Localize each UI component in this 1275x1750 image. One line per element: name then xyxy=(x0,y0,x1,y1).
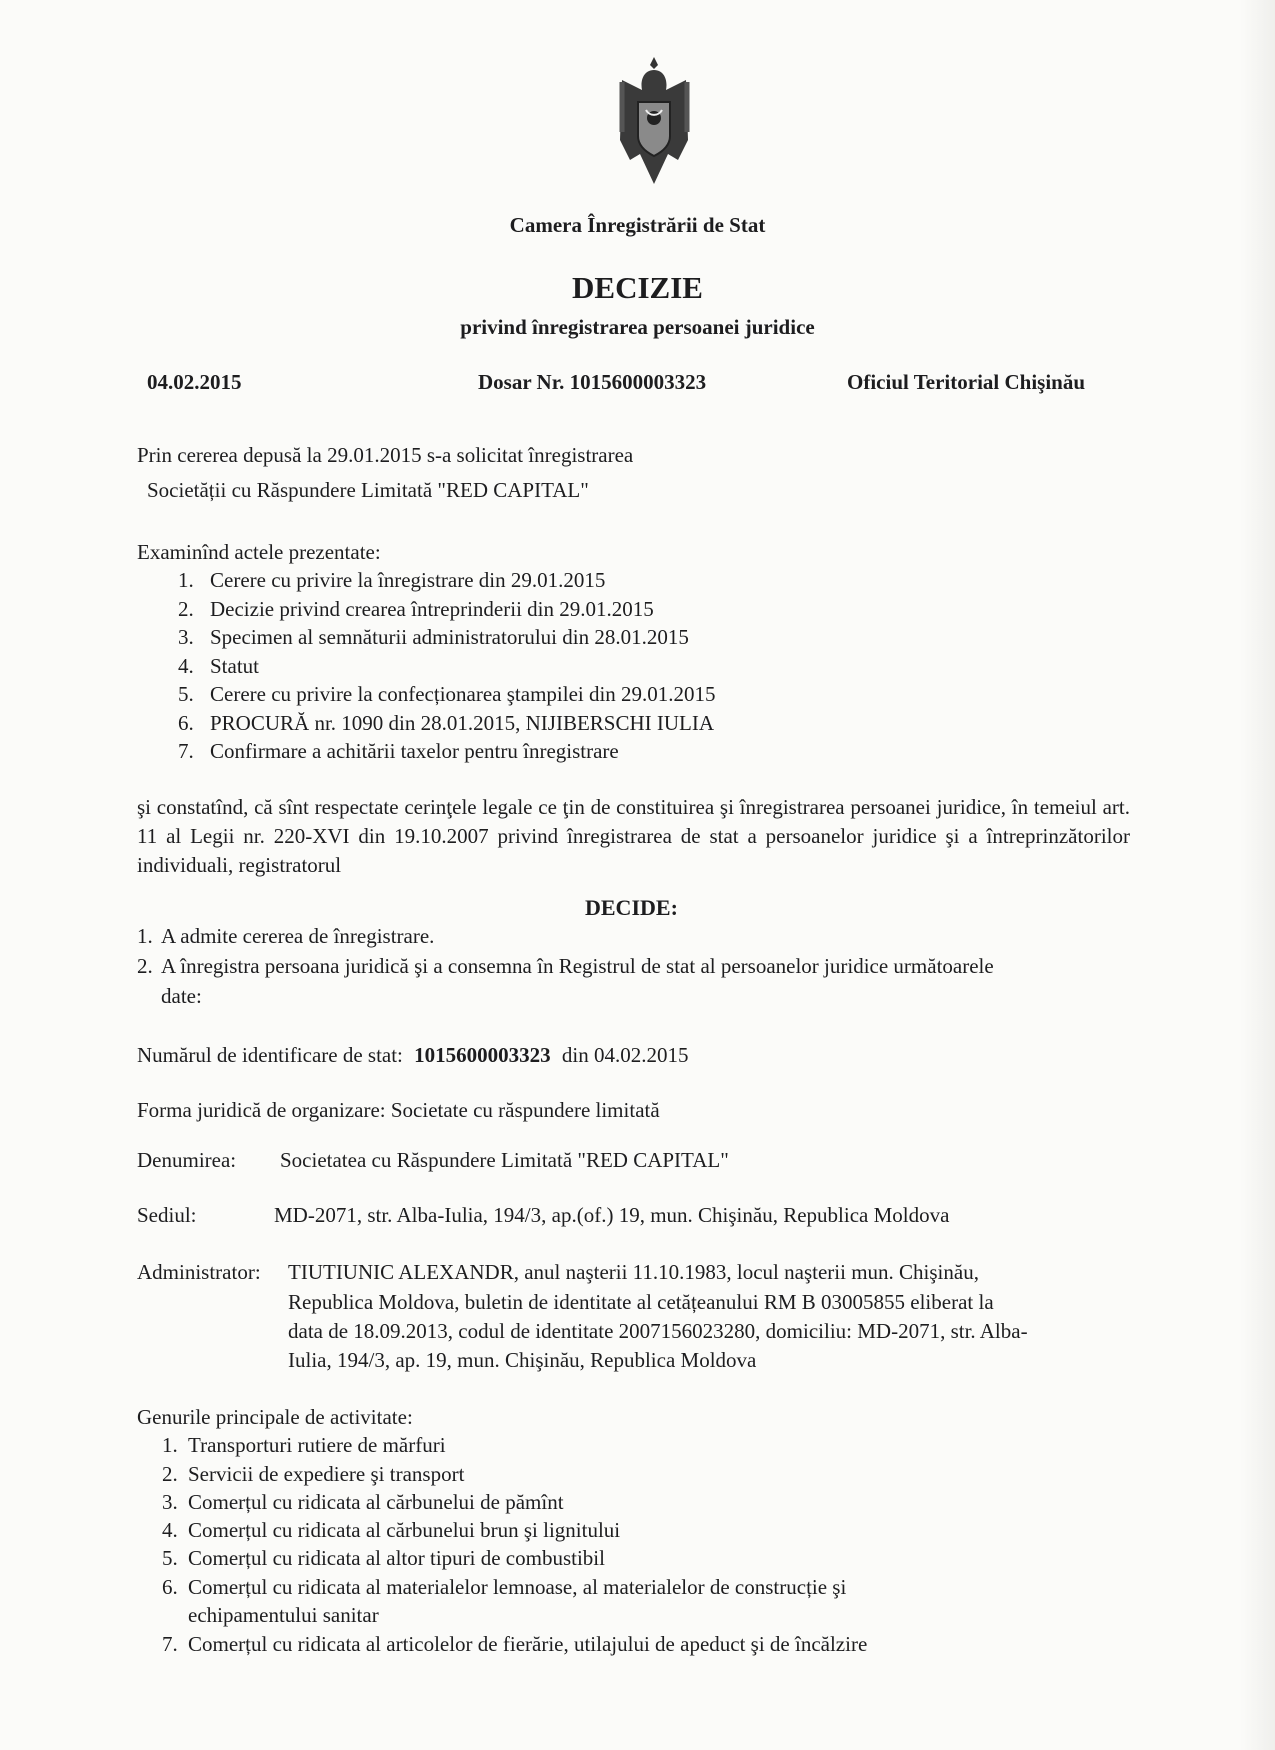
name-label: Denumirea: xyxy=(137,1148,237,1172)
document-title: DECIZIE xyxy=(572,270,703,305)
item-number: 1. xyxy=(178,568,194,592)
admin-label: Administrator: xyxy=(137,1260,261,1284)
list-item xyxy=(178,737,619,765)
item-number: 1. xyxy=(137,924,153,948)
request-line-2: Societății cu Răspundere Limitată "RED CAPITAL" xyxy=(147,478,589,502)
item-number: 5. xyxy=(178,682,194,706)
form-row xyxy=(137,1096,660,1124)
decide-item xyxy=(137,952,994,980)
item-number: 7. xyxy=(178,739,194,763)
list-item xyxy=(178,595,654,623)
scan-edge xyxy=(1240,0,1275,1750)
list-item xyxy=(162,1630,867,1658)
name-value: Societatea cu Răspundere Limitată "RED CAPITAL" xyxy=(280,1148,729,1172)
item-number: 6. xyxy=(178,710,194,735)
item-text: Comerțul cu ridicata al cărbunelui brun şi lignitului xyxy=(188,1518,621,1542)
item-number: 3. xyxy=(178,625,194,649)
list-item xyxy=(178,680,716,708)
decide-item xyxy=(137,922,434,950)
item-text: Confirmare a achitării taxelor pentru înregistrare xyxy=(210,739,619,763)
list-item xyxy=(162,1544,605,1572)
territorial-office: Oficiul Teritorial Chişinău xyxy=(847,370,1086,394)
item-text: Servicii de expediere şi transport xyxy=(188,1461,465,1486)
list-item xyxy=(162,1431,446,1459)
finding-paragraph: şi constatînd, că sînt respectate cerinţele legale ce ţin de constituirea şi înregistrarea persoanei juridice, în temeiul art. 11 al Legii nr. 220-XVI din 19.10.2007 privind înregistrarea de stat a persoanelor juridice şi a întreprinzătorilor individuali, registratorul xyxy=(137,795,1130,877)
activities-heading: Genurile principale de activitate: xyxy=(137,1405,413,1429)
seat-label: Sediul: xyxy=(137,1203,197,1227)
form-value: Societate cu răspundere limitată xyxy=(390,1098,660,1122)
item-text: PROCURĂ nr. 1090 din 28.01.2015, NIJIBERSCHI IULIA xyxy=(210,710,715,735)
item-text: Comerțul cu ridicata al altor tipuri de combustibil xyxy=(188,1546,605,1570)
documents-heading: Examinînd actele prezentate: xyxy=(137,540,381,564)
item-text: A admite cererea de înregistrare. xyxy=(161,924,435,948)
idno-date: din 04.02.2015 xyxy=(561,1043,689,1067)
list-item xyxy=(162,1488,564,1516)
item-text: Transporturi rutiere de mărfuri xyxy=(188,1433,446,1457)
item-text: Specimen al semnăturii administratorului din 28.01.2015 xyxy=(210,625,689,649)
document-subtitle: privind înregistrarea persoanei juridice xyxy=(460,315,815,339)
dossier-number: Dosar Nr. 1015600003323 xyxy=(478,370,707,394)
item-number: 2. xyxy=(162,1461,178,1486)
item-text: A înregistra persoana juridică şi a consemna în Registrul de stat al persoanelor juridice următoarele xyxy=(161,954,994,978)
item-number: 1. xyxy=(162,1433,178,1457)
admin-line: Republica Moldova, buletin de identitate al cetățeanului RM B 03005855 eliberat la xyxy=(288,1290,994,1314)
list-item xyxy=(162,1460,464,1488)
decide-heading: DECIDE: xyxy=(585,895,678,920)
request-line-1: Prin cererea depusă la 29.01.2015 s-a solicitat înregistrarea xyxy=(137,443,634,467)
item-text: Decizie privind crearea întreprinderii din 29.01.2015 xyxy=(210,596,654,621)
idno-label: Numărul de identificare de stat: xyxy=(137,1043,403,1067)
item-text: Comerțul cu ridicata al materialelor lemnoase, al materialelor de construcție şi xyxy=(188,1575,847,1599)
form-label: Forma juridică de organizare: xyxy=(137,1098,386,1122)
admin-line: Iulia, 194/3, ap. 19, mun. Chişinău, Republica Moldova xyxy=(288,1348,757,1372)
decide-item-continuation: date: xyxy=(161,984,202,1008)
item-text: Comerțul cu ridicata al cărbunelui de pămînt xyxy=(188,1490,564,1514)
item-number: 2. xyxy=(178,596,194,621)
admin-line: TIUTIUNIC ALEXANDR, anul naşterii 11.10.1983, locul naşterii mun. Chişinău, xyxy=(288,1260,979,1284)
list-item-continuation: echipamentului sanitar xyxy=(188,1603,379,1627)
list-item xyxy=(178,566,605,594)
item-number: 4. xyxy=(178,653,194,678)
item-number: 5. xyxy=(162,1546,178,1570)
list-item xyxy=(178,709,714,737)
list-item xyxy=(162,1516,620,1544)
item-text: Cerere cu privire la înregistrare din 29.01.2015 xyxy=(210,568,606,592)
idno-value: 1015600003323 xyxy=(414,1043,551,1067)
idno-row xyxy=(137,1041,689,1069)
item-number: 2. xyxy=(137,954,153,978)
admin-line: data de 18.09.2013, codul de identitate 2007156023280, domiciliu: MD-2071, str. Alba- xyxy=(288,1319,1028,1343)
item-number: 6. xyxy=(162,1575,178,1599)
seat-value: MD-2071, str. Alba-Iulia, 194/3, ap.(of.) 19, mun. Chişinău, Republica Moldova xyxy=(274,1203,950,1227)
item-text: Comerțul cu ridicata al articolelor de fierărie, utilajului de apeduct şi de încălzire xyxy=(188,1632,868,1656)
item-text: Statut xyxy=(210,653,260,678)
list-item xyxy=(162,1573,846,1601)
list-item xyxy=(178,623,689,651)
list-item xyxy=(178,652,259,680)
item-number: 4. xyxy=(162,1518,178,1542)
coat-of-arms-emblem xyxy=(612,52,697,197)
item-number: 3. xyxy=(162,1490,178,1514)
institution-name: Camera Înregistrării de Stat xyxy=(509,213,766,237)
item-text: Cerere cu privire la confecționarea ştampilei din 29.01.2015 xyxy=(210,682,716,706)
item-number: 7. xyxy=(162,1632,178,1656)
decision-date: 04.02.2015 xyxy=(147,370,242,394)
